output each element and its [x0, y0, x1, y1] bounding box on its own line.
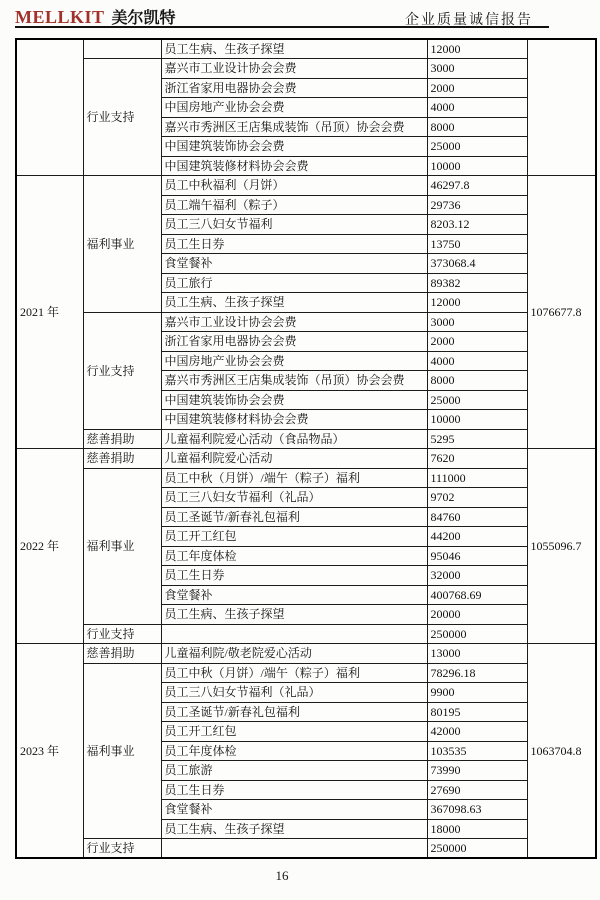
amount-cell: 10000 — [427, 156, 527, 176]
item-cell: 员工生日券 — [161, 780, 427, 800]
page-footer — [15, 868, 549, 884]
amount-cell: 111000 — [427, 468, 527, 488]
item-cell: 员工中秋（月饼）/端午（粽子）福利 — [161, 663, 427, 683]
amount-cell: 12000 — [427, 293, 527, 313]
amount-cell: 25000 — [427, 137, 527, 157]
table-row — [16, 429, 596, 449]
item-cell: 中国建筑装修材料协会会费 — [161, 156, 427, 176]
item-cell: 员工三八妇女节福利 — [161, 215, 427, 235]
item-cell — [161, 839, 427, 859]
item-cell: 员工旅游 — [161, 761, 427, 781]
item-cell: 员工旅行 — [161, 273, 427, 293]
item-cell: 员工生病、生孩子探望 — [161, 39, 427, 59]
amount-cell: 9900 — [427, 683, 527, 703]
category-cell: 慈善捐助 — [83, 449, 161, 469]
category-cell — [83, 39, 161, 59]
amount-cell: 46297.8 — [427, 176, 527, 196]
item-cell: 员工生病、生孩子探望 — [161, 293, 427, 313]
amount-cell: 13000 — [427, 644, 527, 664]
item-cell — [161, 624, 427, 644]
amount-cell: 8000 — [427, 371, 527, 391]
amount-cell: 29736 — [427, 195, 527, 215]
amount-cell: 13750 — [427, 234, 527, 254]
brand-name-cn: 美尔凯特 — [111, 10, 176, 27]
item-cell: 员工圣诞节/新春礼包福利 — [161, 507, 427, 527]
item-cell: 儿童福利院/敬老院爱心活动 — [161, 644, 427, 664]
item-cell: 员工三八妇女节福利（礼品） — [161, 683, 427, 703]
amount-cell: 32000 — [427, 566, 527, 586]
item-cell: 儿童福利院爱心活动（食品物品） — [161, 429, 427, 449]
item-cell: 中国建筑装饰协会会费 — [161, 390, 427, 410]
amount-cell: 250000 — [427, 624, 527, 644]
table-row — [16, 39, 596, 59]
table-row — [16, 312, 596, 332]
amount-cell: 4000 — [427, 351, 527, 371]
category-cell: 福利事业 — [83, 663, 161, 839]
item-cell: 中国房地产业协会会费 — [161, 351, 427, 371]
item-cell: 嘉兴市工业设计协会会费 — [161, 312, 427, 332]
amount-cell: 3000 — [427, 59, 527, 79]
item-cell: 员工开工红包 — [161, 722, 427, 742]
amount-cell: 8000 — [427, 117, 527, 137]
item-cell: 嘉兴市秀洲区王店集成装饰（吊顶）协会会费 — [161, 117, 427, 137]
table-row — [16, 624, 596, 644]
item-cell: 食堂餐补 — [161, 254, 427, 274]
table-row — [16, 468, 596, 488]
brand-logo-text: MELLKIT — [15, 7, 105, 27]
amount-cell: 42000 — [427, 722, 527, 742]
item-cell: 员工端午福利（粽子） — [161, 195, 427, 215]
item-cell: 中国建筑装修材料协会会费 — [161, 410, 427, 430]
amount-cell: 4000 — [427, 98, 527, 118]
amount-cell: 84760 — [427, 507, 527, 527]
amount-cell: 3000 — [427, 312, 527, 332]
amount-cell: 250000 — [427, 839, 527, 859]
amount-cell: 95046 — [427, 546, 527, 566]
table-row — [16, 59, 596, 79]
table-row — [16, 176, 596, 196]
category-cell: 行业支持 — [83, 839, 161, 859]
item-cell: 员工中秋（月饼）/端午（粽子）福利 — [161, 468, 427, 488]
year-cell: 2023 年 — [16, 644, 83, 859]
document-title: 企业质量诚信报告 — [405, 13, 533, 28]
amount-cell: 20000 — [427, 605, 527, 625]
category-cell: 行业支持 — [83, 59, 161, 176]
expense-table-body — [16, 39, 596, 858]
amount-cell: 9702 — [427, 488, 527, 508]
total-cell: 1063704.8 — [527, 644, 596, 859]
item-cell: 员工中秋福利（月饼） — [161, 176, 427, 196]
item-cell: 员工生日券 — [161, 234, 427, 254]
item-cell: 员工年度体检 — [161, 741, 427, 761]
amount-cell: 44200 — [427, 527, 527, 547]
item-cell: 嘉兴市工业设计协会会费 — [161, 59, 427, 79]
item-cell: 员工生病、生孩子探望 — [161, 819, 427, 839]
amount-cell: 5295 — [427, 429, 527, 449]
table-row — [16, 663, 596, 683]
item-cell: 中国房地产业协会会费 — [161, 98, 427, 118]
item-cell: 食堂餐补 — [161, 585, 427, 605]
total-cell: 1076677.8 — [527, 176, 596, 449]
item-cell: 浙江省家用电器协会会费 — [161, 78, 427, 98]
amount-cell: 10000 — [427, 410, 527, 430]
amount-cell: 8203.12 — [427, 215, 527, 235]
amount-cell: 2000 — [427, 332, 527, 352]
amount-cell: 12000 — [427, 39, 527, 59]
year-cell: 2022 年 — [16, 449, 83, 644]
item-cell: 员工生病、生孩子探望 — [161, 605, 427, 625]
category-cell: 慈善捐助 — [83, 429, 161, 449]
year-cell — [16, 39, 83, 176]
item-cell: 员工开工红包 — [161, 527, 427, 547]
category-cell: 福利事业 — [83, 176, 161, 313]
header-rule — [15, 26, 549, 28]
item-cell: 员工生日券 — [161, 566, 427, 586]
item-cell: 食堂餐补 — [161, 800, 427, 820]
amount-cell: 7620 — [427, 449, 527, 469]
amount-cell: 373068.4 — [427, 254, 527, 274]
category-cell: 行业支持 — [83, 312, 161, 429]
amount-cell: 89382 — [427, 273, 527, 293]
item-cell: 浙江省家用电器协会会费 — [161, 332, 427, 352]
item-cell: 中国建筑装饰协会会费 — [161, 137, 427, 157]
item-cell: 员工年度体检 — [161, 546, 427, 566]
amount-cell: 78296.18 — [427, 663, 527, 683]
table-row — [16, 449, 596, 469]
page-header-brand — [15, 5, 176, 28]
total-cell: 1055096.7 — [527, 449, 596, 644]
amount-cell: 80195 — [427, 702, 527, 722]
category-cell: 行业支持 — [83, 624, 161, 644]
item-cell: 儿童福利院爱心活动 — [161, 449, 427, 469]
table-row — [16, 839, 596, 859]
item-cell: 嘉兴市秀洲区王店集成装饰（吊顶）协会会费 — [161, 371, 427, 391]
category-cell: 福利事业 — [83, 468, 161, 624]
amount-cell: 400768.69 — [427, 585, 527, 605]
item-cell: 员工圣诞节/新春礼包福利 — [161, 702, 427, 722]
amount-cell: 25000 — [427, 390, 527, 410]
amount-cell: 2000 — [427, 78, 527, 98]
item-cell: 员工三八妇女节福利（礼品） — [161, 488, 427, 508]
year-cell: 2021 年 — [16, 176, 83, 449]
amount-cell: 18000 — [427, 819, 527, 839]
category-cell: 慈善捐助 — [83, 644, 161, 664]
amount-cell: 103535 — [427, 741, 527, 761]
total-cell — [527, 39, 596, 176]
page-number: 16 — [275, 868, 289, 883]
amount-cell: 367098.63 — [427, 800, 527, 820]
table-row — [16, 644, 596, 664]
amount-cell: 73990 — [427, 761, 527, 781]
amount-cell: 27690 — [427, 780, 527, 800]
expense-table — [15, 38, 597, 859]
